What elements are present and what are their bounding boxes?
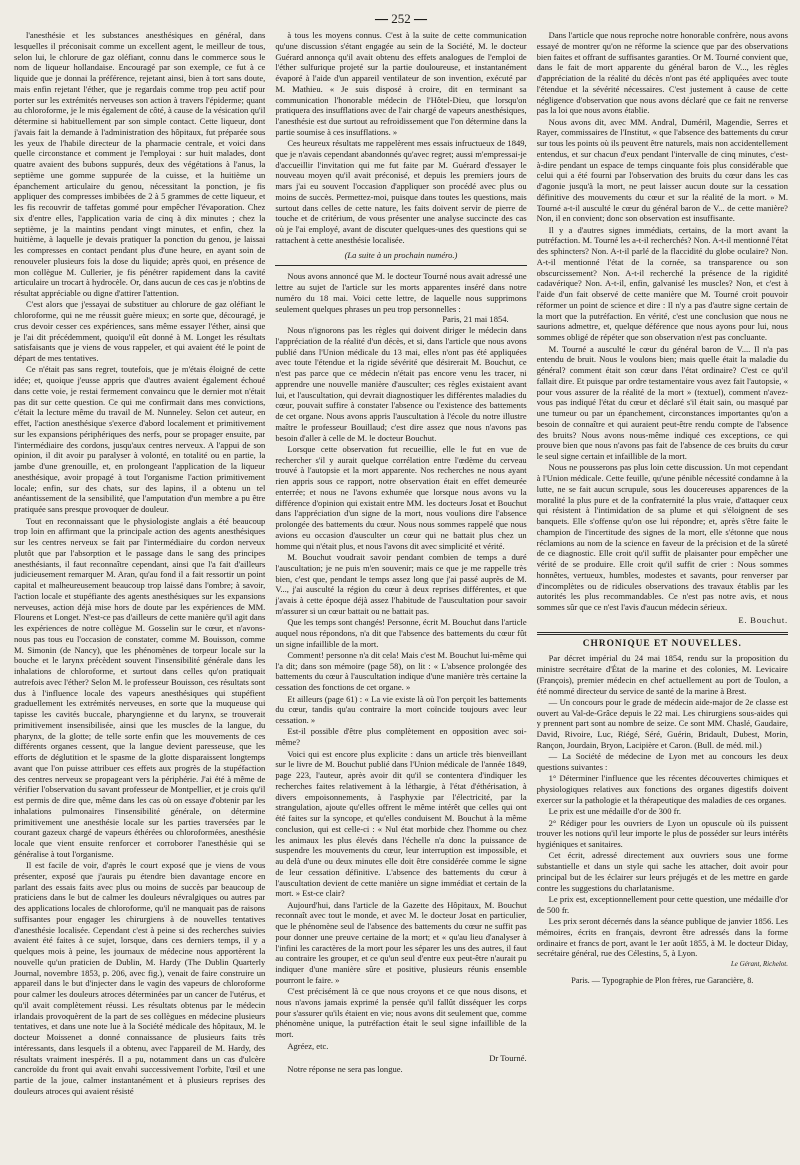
paragraph: Comment! personne n'a dit cela! Mais c'est M. Bouchut lui-même qui l'a dit; dans son mémoire (page 58), on lit : « L'absence prolongée des battements du cœur à l'auscultation indique d'une manière très certaine la cessation des fonctions de cet organe. »	[275, 649, 527, 693]
section-divider	[537, 632, 788, 635]
paragraph: Tout en reconnaissant que le physiologiste anglais a été beaucoup trop loin en affirmant que la principale action des agents anesthésiques sur les centres nerveux se fait par l'intermédiaire du cordon nerveux plutôt que par l'absorption et le passage dans le sang des principes anesthésiants, il faut reconnaître cependant, ainsi que l'a fait d'ailleurs judicieusement remarquer M. Aran, qu'au fond il a fait ressortir un point capital et malheureusement beaucoup trop laissé dans l'ombre; à savoir, l'action locale et stupéfiante des agents anesthésiques sur les expansions nerveuses, action déjà mise hors de doute par les expériences de MM. Flourens et Longet. N'est-ce pas d'ailleurs de cette manière qu'il agit dans les expériences de notre collègue M. Gosselin sur le cœur, et n'avons-nous pas tous eu l'occasion de constater, comme M. Bouisson, comme M. Simonin (de Nancy), que les phénomènes de torpeur locale sur la bouche et le larynx précèdent souvent l'insensibilité générale dans les inhalations de chloroforme, et surtout dans celles qu'on pratiquait autrefois avec l'éther? Selon M. le professeur Bouisson, ces résultats sont dus à l'influence locale des vapeurs anesthésiques qui stupéfient graduellement les extrémités nerveuses, en sorte que la muqueuse qui tapisse les cavités buccale, pharyngienne et du larynx, se trouverait primitivement insensibilisée, ainsi que les muscles de la langue, du pharynx, de la glotte; de telle sorte enfin que les mouvements de ces différents organes cessent, que la langue devient paresseuse, que les efforts de déglutition et le spasme de la glotte disparaissent longtemps avant que l'on puisse attribuer ces effets aux progrès de la stupéfaction des centres nerveux se propageant vers la périphérie. J'ai été à même de vérifier l'observation du savant professeur de Montpellier, et je crois qu'il est permis de dire que, même dans les cas où on essaye d'obtenir par les inhalations pulmonaires l'insensibilité générale, on détermine primitivement une anesthésie locale sur les parties traversées par le courant gazeux chargé de vapeurs éthérées ou chloroformées, anesthésie locale que vient ensuite renforcer et corroborer l'anesthésie qui se généralise à tout l'organisme.	[14, 515, 266, 859]
paragraph: Il est facile de voir, d'après le court exposé que je viens de vous présenter, exposé que j'aurais pu étendre bien davantage encore en parlant des essais faits avec plus ou moins de succès par beaucoup de praticiens dans le but de calmer les douleurs névralgiques ou autres par des applications locales de chloroforme, qu'il ne manquait pas de raisons suffisantes pour engager les chirurgiens à de nouvelles tentatives d'anesthésie localisée. Cependant c'est à peine si des recherches suivies avaient été faites à ce sujet, lorsque, dans ces derniers temps, il y a quelques mois à peine, les journaux de médecine nous apportèrent la nouvelle qu'un praticien de Dublin, M. Hardy (The Dublin Quarterly Journal, novembre 1853, p. 206, avec fig.), venait de faire construire un appareil dans le but d'injecter dans le vagin des vapeurs de chloroforme pour calmer les douleurs atroces déterminées par un cancer de l'utérus, et qu'il avait complètement réussi. Les résultats obtenus par le médecin irlandais provoquèrent de la part de ses collègues en médecine plusieurs tentatives, et dans une note lue à la Société médicale des hôpitaux, M. le docteur Moissenet a donné connaissance de plusieurs faits très intéressants, dans lesquels il a obtenu, avec l'appareil de M. Hardy, des résultats vraiment inespérés. Il a pu, notamment dans un cas d'ulcère cancroïde du front qui avait envahi successivement l'orbite, l'œil et une partie de la joue, calmer instantanément et à plusieurs reprises des douleurs atroces qui avaient résisté	[14, 860, 266, 1096]
news-item: 1° Déterminer l'influence que les récentes découvertes chimiques et physiologiques relatives aux fonctions des organes digestifs doivent exercer sur la pathologie et la thérapeutique des maladies de ces organes.	[536, 773, 788, 805]
section-title: CHRONIQUE ET NOUVELLES.	[582, 638, 742, 649]
middle-column	[275, 30, 526, 1152]
news-item: Le prix est une médaille d'or de 300 fr.	[548, 806, 681, 817]
paragraph: Est-il possible d'être plus complètement en opposition avec soi-même?	[275, 726, 527, 748]
paragraph: Voici qui est encore plus explicite : dans un article très bienveillant sur le livre de M. Bouchut publié dans l'Union médicale de l'année 1849, page 223, l'auteur, après avoir dit qu'il se contentera d'indiquer les recherches faites relativement à la léthargie, à l'état d'éthérisation, à divers empoisonnements, à l'asphyxie par l'électricité, par la strangulation, ajoute qu'elles offrent le même intérêt que celles qui ont été faites sur la syncope, et qu'elles conduisent M. Bouchut à la même conclusion, qui est celle-ci : « Nul état morbide chez l'homme ou chez les animaux les plus élevés dans l'échelle n'a donc la puissance de suspendre les mouvements du cœur, leur interruption est impossible, et au delà d'une ou deux minutes elle doit être considérée comme le signe de leur cessation définitive. L'absence des battements du cœur à l'auscultation devient de cette manière un signe immédiat et certain de la mort. » Est-ce clair?	[275, 748, 527, 899]
paragraph: Lorsque cette observation fut recueillie, elle le fut en vue de rechercher s'il y aurait quelque corrélation entre l'œdème du cerveau trouvé à l'autopsie et la mort apparente. Nos recherches ne nous ayant rien appris sous ce rapport, notre observation était en effet demeurée enterrée; et nous ne l'avons exhumée que lorsque nous avons vu la différence d'opinion qui existait entre MM. les docteurs Josat et Bouchut dans l'appréciation d'un signe de la mort, nous voulions dire l'absence prolongée des battements du cœur. Nous nous sommes rappelé que nous avions eu occasion d'ausculter un cœur qui ne battait plus chez un homme qui n'était plus, et nous l'avons dit avec simplicité et vérité.	[275, 443, 527, 551]
paragraph: à tous les moyens connus. C'est à la suite de cette communication qu'une discussion s'étant engagée au sein de la Société, M. le docteur Guérard annonça qu'il avait obtenu des effets analogues de l'emploi de l'éther sulfurique projeté sur la partie douloureuse, et instantanément évaporé à l'aide d'un appareil ventilateur de son invention, exécuté par M. Mathieu. « Je suis disposé à croire, dit en terminant sa communication l'honorable médecin de l'Hôtel-Dieu, que lorsqu'on pratiquera des insufflations avec de l'air chargé de vapeurs anesthésiques, l'anesthésie est due surtout au refroidissement que l'on détermine dans la partie soumise à ces insufflations. »	[275, 30, 527, 137]
paragraph: Nous ne pousserons pas plus loin cette discussion. Un mot cependant à l'Union médicale. Cette feuille, qu'une pénible nécessité condamne à la lutte, ne se fait aucun scrupule, sous les doucereuses apparences de la moralité la plus pure et de la confraternité la plus vraie, d'attaquer ceux qui résistent à l'intimidation de sa plume et qui s'éloignent de ses banquets. Elle s'offense qu'on ose lui répondre; et, après s'être faite le champion de l'incertitude des signes de la mort, elle s'étonne que nous réclamions au nom de la science en faveur de la précision et de la sûreté de ce diagnostic. Elle croit qu'il suffit de plaisanter pour empêcher une vérité de se produire. Elle croit qu'il suffit de crier : Nous sommes honnêtes, vertueux, humbles, modestes et savants, pour renverser par d'incomplètes ou de ridicules observations des travaux établis par les autorités les plus recommandables. Ce n'est pas notre avis, et nous sommes sûr que ce n'est l'avis d'aucun médecin sérieux.	[536, 462, 788, 613]
right-column	[537, 30, 788, 1152]
paragraph: l'anesthésie et les substances anesthésiques en général, dans lesquelles il préconisait comme un excellent agent, le meilleur de tous, selon lui, le chlorure de gaz oléfiant, connu dans le commerce sous le nom de liqueur hollandaise. Encouragé par son exemple, ce fut à ce liquide que je donnai la préférence, rejetant ainsi, bien à tort sans doute, mais enfin rejetant l'éther, que je regardais comme trop peu actif pour porter sur les extrémités nerveuses son action à travers l'épiderme; quant au chloroforme, je le mis également de côté, à cause de la vésication qu'il détermine si habituellement par son simple contact. Cette liqueur, dont j'avais fait la demande à l'administration des hôpitaux, fut préparée sous les yeux de l'habile directeur de la pharmacie centrale, et voici dans quelle circonstance et comment je l'employai : sur huit malades, dont quatre avaient des bubons suppurés, deux des végétations à l'anus, la septième une gomme suppurée de la cuisse, et la huitième un épanchement articulaire du genou, nécessitant la ponction, je fis appliquer des compresses imbibées de 2 à 5 grammes de cette liqueur, et les fis recouvrir de taffetas gommé pour empêcher l'évaporation. Chez six d'entre elles, l'application varia de cinq à dix minutes ; chez la septième, je la maintins pendant vingt minutes, et enfin, chez la huitième, à laquelle je devais pratiquer la ponction du genou, je laissai les compresses en contact pendant plus d'une heure, en ayant soin de renouveler plusieurs fois la dose du liquide; après quoi, en présence de mon collègue M. Cullerier, je fis pénétrer rapidement dans la cavité articulaire un trocart à hydrocèle. Or, dans aucun de ces cas je n'obtins de résultat appréciable ou digne d'attirer l'attention.	[14, 30, 266, 298]
paragraph: Nous avons annoncé que M. le docteur Tourné nous avait adressé une lettre au sujet de l'article sur les morts apparentes inséré dans notre numéro du 18 mai. Voici cette lettre, de laquelle nous supprimons seulement quelques phrases un peu trop personnelles :	[275, 271, 527, 314]
paragraph: Il y a d'autres signes immédiats, certains, de la mort avant la putréfaction. M. Tourné les a-t-il recherchés? Non. A-t-il mentionné l'état des sphincters? Non. A-t-il parlé de la flaccidité du globe oculaire? Non. A-t-il mentionné l'état de la cornée, sa transparence ou son obscurcissement? Non. A-t-il recherché la présence de la rigidité cadavérique? Non. A-t-il, enfin, galvanisé les muscles? Non, et c'est à l'aide d'un fait observé de cette manière que M. Tourné croit pouvoir réformer un point de science et dire : Il n'y a pas d'autre signe certain de la mort que la putréfaction. En vérité, c'est une conclusion que nous ne saurions admettre, et, quelque déférence que nous ayons pour lui, nous sommes obligé de répéter que son observation n'est pas concluante.	[536, 224, 788, 343]
paragraph: Dans l'article que nous reproche notre honorable confrère, nous avons essayé de montrer qu'on ne réforme la science que par des observations bien faites et offrant de suffisantes garanties. Or M. Tourné convient que, dans le fait de mort apparente du général baron de V..., les règles d'appréciation de la réalité du décès n'ont pas été appliquées avec toute l'étendue et la sévérité nécessaires. C'est justement à cause de cette négligence d'observation que nous avons déclaré que ce fait ne renverse pas la loi que nous avons établie.	[536, 30, 788, 116]
paragraph: Notre réponse ne sera pas longue.	[287, 1064, 403, 1075]
news-item: Les prix seront décernés dans la séance publique de janvier 1856. Les mémoires, écrits en français, devront être adressés dans la forme ordinaire et francs de port, avant le 1er août 1855, à M. le docteur Diday, secrétaire général, rue des Célestins, 5, à Lyon.	[536, 916, 788, 959]
news-item: Cet écrit, adressé directement aux ouvriers sous une forme substantielle et dans un style qui sache les attacher, doit avoir pour principal but de les éclairer sur leurs préjugés et de les mettre en garde contre les suggestions du charlatanisme.	[536, 850, 788, 893]
news-item: 2° Rédiger pour les ouvriers de Lyon un opuscule où ils puissent trouver les notions qu'il leur importe le plus de posséder sur leurs intérêts hygiéniques et sanitaires.	[536, 817, 788, 850]
page-number: — 252 —	[375, 11, 427, 26]
paragraph: M. Tourné a ausculté le cœur du général baron de V.... Il n'a pas entendu de bruit. Nous le voulons bien; mais quelle était la maladie du général? comment était son cœur dans l'état ordinaire? C'est ce qu'il fallait dire. Et puisque par ordre testamentaire vous avez fait l'autopsie, « pour vous assurer de la réalité de la mort » (textuel), comment n'avez-vous pas indiqué l'état du cœur et déclaré s'il était sain, ou masqué par une tumeur ou par un épanchement, circonstances importantes qu'on a besoin de connaître et qui auraient peut-être rendu compte de l'absence des bruits? Nous avons nous-même indiqué ces exceptions, ce qui prouve bien que nous n'avons pas fait de l'absence de ces bruits du cœur le seul signe certain et infaillible de la mort.	[536, 343, 788, 462]
paragraph: Ce n'était pas sans regret, toutefois, que je m'étais éloigné de cette idée; et, quoique j'eusse appris que d'autres avaient également échoué dans cette voie, je restai fermement convaincu que le dernier mot n'était pas dit sur cette question. Ce qui me confirmait dans mes convictions, c'était la lecture même du travail de M. Nunneley. Selon cet auteur, en effet, l'action anesthésique s'exerce d'abord localement et primitivement sur les expansions périphériques des nerfs, pour se propager ensuite, par l'intermédiaire des cordons, jusqu'aux centres nerveux. A l'appui de son opinion, il dit avoir pu paralyser à volonté, en totalité ou en partie, la jambe d'une grenouille, et, en prolongeant l'application de la liqueur anesthésique, avoir propagé à tout l'organisme l'action primitivement locale; enfin, sur des chats, sur des lapins, il a obtenu un tel anéantissement de la sensibilité, que l'amputation d'un membre a pu être pratiquée sans presque provoquer de douleur.	[14, 364, 266, 515]
news-item: Par décret impérial du 24 mai 1854, rendu sur la proposition du ministre secrétaire d'État de la marine et des colonies, M. Levicaire (François), premier médecin en chef actuellement au port de Toulon, a été nommé directeur du service de santé de la marine à Brest.	[536, 653, 788, 696]
page-number-value: 252	[391, 11, 411, 26]
left-column	[14, 30, 265, 1152]
editor-signoff: Le Gérant, Richelot.	[730, 960, 788, 969]
paragraph: Que les temps sont changés! Personne, écrit M. Bouchut dans l'article auquel nous répondons, n'a dit que l'absence des battements du cœur fût un signe infaillible de la mort.	[275, 617, 527, 649]
printer-imprint: Paris. — Typographie de Plon frères, rue Garancière, 8.	[571, 975, 754, 985]
paragraph: Aujourd'hui, dans l'article de la Gazette des Hôpitaux, M. Bouchut reconnaît avec tout le monde, et avec M. le docteur Josat en particulier, que le phénomène seul de l'absence des battements du cœur ne suffit pas pour donner une preuve certaine de la mort; et « qu'au lieu d'analyser à l'infini les caractères de la mort pour les séparer les uns des autres, il faut au contraire les grouper, et ce qu'un seul d'entre eux peut-être n'aurait pu indiquer d'une manière sûre et positive, plusieurs réunis ensemble pourront le faire. »	[275, 899, 527, 985]
paragraph: C'est alors que j'essayai de substituer au chlorure de gaz oléfiant le chloroforme, qui ne me réussit guère mieux; en sorte que, découragé, je crus devoir cesser ces expériences, sans même essayer l'éther, ainsi que je l'ai dit précédemment, quoiqu'il eût donné à M. Longet les résultats satisfaisants que je viens de vous rappeler, et qui avaient été le point de départ de mes tentatives.	[14, 299, 266, 364]
article-columns	[14, 30, 788, 1152]
paragraph: Nous n'ignorons pas les règles qui doivent diriger le médecin dans l'appréciation de la réalité d'un décès, et si, dans l'article que nous avons publié dans l'Union médicale du 13 mai, elles n'ont pas été appliquées avec toute l'étendue et la rigide sévérité que désirerait M. Bouchut, ce n'est pas parce que ce médecin n'était pas encore venu les tracer, ni apprendre une nouvelle manière d'ausculter; ces règles existaient avant lui, et l'auscultation, qui devrait diagnostiquer les différentes maladies du cœur, pouvait suffire à constater l'absence ou l'existence des battements de cet organe. Nous avons appris l'auscultation à l'école du notre illustre maître le professeur Bouillaud; c'est dire assez que nous n'avons pas besoin d'aller à celle de M. le docteur Bouchut.	[275, 325, 527, 443]
paragraph: Agréez, etc.	[287, 1040, 329, 1051]
paragraph: Et ailleurs (page 61) : « La vie existe là où l'on perçoit les battements du cœur, tandis qu'au contraire la mort coïncide toujours avec leur cessation. »	[275, 693, 527, 726]
news-item: — La Société de médecine de Lyon met au concours les deux questions suivantes :	[536, 751, 788, 773]
paragraph: C'est précisément là ce que nous croyons et ce que nous disons, et nous n'avons jamais exprimé la pensée qu'il fallût disséquer les corps pour s'assurer qu'ils étaient en vie; nous avons dit seulement que, comme phénomène unique, la putréfaction était le seul signe infaillible de la mort.	[275, 986, 527, 1040]
paragraph: M. Bouchut voudrait savoir pendant combien de temps a duré l'auscultation; je ne puis m'en souvenir; mais ce que je me rappelle très bien, c'est que, pendant le temps assez long que j'ai passé auprès de M. V..., j'ai ausculté la région du cœur à deux reprises différentes, et que j'avais à cette époque déjà assez l'habitude de l'auscultation pour savoir m'assurer si un cœur battait ou ne battait pas.	[275, 552, 527, 616]
letter-dateline: Paris, 21 mai 1854.	[442, 314, 509, 325]
paragraph: Nous avons dit, avec MM. Andral, Duméril, Magendie, Serres et Rayer, commissaires de l'Institut, « que l'absence des battements du cœur sur tous les points où ils peuvent être naturels, mais non accidentellement entendus, et sur chacun d'eux pendant l'intervalle de cinq minutes, c'est-à-dire pendant un espace de temps cinquante fois plus considérable que celui qui a été fourni par l'observation des bruits du cœur dans les cas d'agonie jusqu'à la mort, ne peut laisser aucun doute sur la cessation définitive des mouvements du cœur et sur la réalité de la mort. » M. Tourné a-t-il ausculté le cœur du général baron de V... de cette manière? Non, il en convient; donc son observation est insuffisante.	[536, 116, 788, 224]
news-item: — Un concours pour le grade de médecin aide-major de 2e classe est ouvert au Val-de-Grâce depuis le 22 mai. Les chirurgiens sous-aides qui y prennent part sont au nombre de seize. Ce sont MM. Chaslé, Gaudaire, David, Rivoire, Luc, Riégé, Séré, Guérin, Bridault, Dubest, Morin, Rançon, Jourdain, Bryon, Lacipière et Caron. (Bull. de méd. mil.)	[536, 696, 788, 750]
continuation-note: (La suite à un prochain numéro.)	[344, 249, 458, 260]
letter-signature: Dr Tourné.	[489, 1053, 527, 1064]
section-divider	[275, 265, 526, 266]
paragraph: Ces heureux résultats me rappelèrent mes essais infructueux de 1849, que je n'avais cependant abandonnés qu'avec regret; aussi m'empressai-je d'accueillir l'invitation qui me fut faite par M. Guérard d'essayer le nouveau moyen qu'il avait préconisé, et depuis les premiers jours de mars j'ai eu souvent l'occasion d'appliquer son procédé avec plus ou moins de succès. Permettez-moi, puisque dans toutes les questions, mais surtout dans celles de cette nature, les faits doivent servir de pierre de touche et de critérium, de vous présenter une analyse succincte des cas où je l'ai employé, avant de discuter quelques-unes des questions qui se rattachent à cette anesthésie localisée.	[275, 138, 527, 245]
article-signature: E. Bouchut.	[738, 614, 788, 625]
news-item: Le prix est, exceptionnellement pour cette question, une médaille d'or de 500 fr.	[536, 894, 788, 915]
